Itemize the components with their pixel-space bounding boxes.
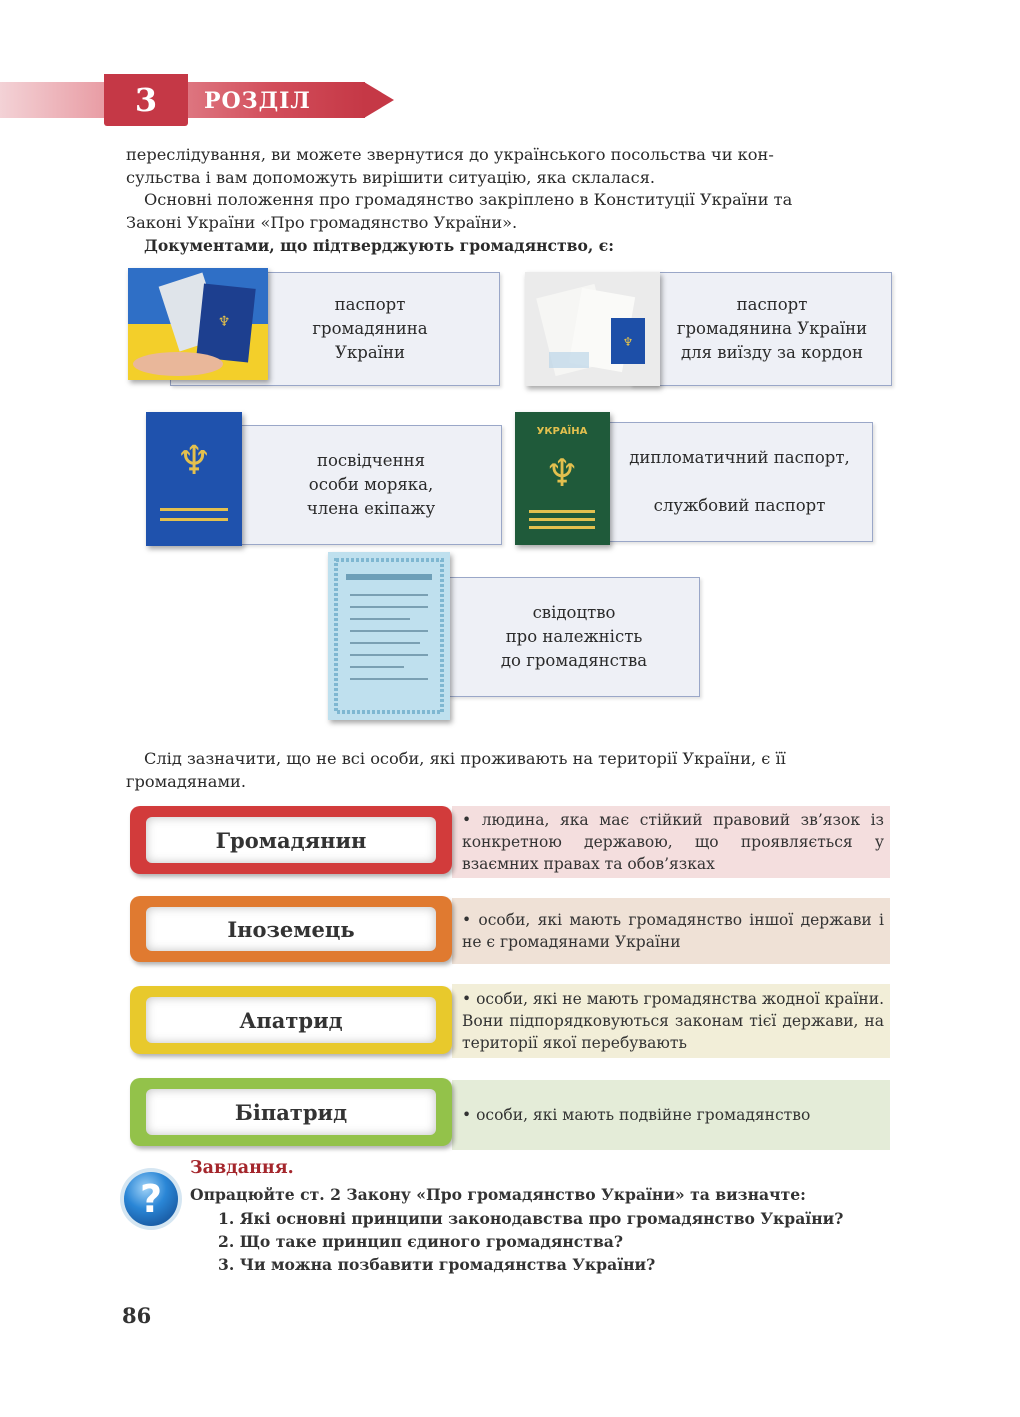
chapter-number: 3 (104, 74, 188, 126)
status-term: Іноземець (146, 907, 436, 951)
doc-line: члена екіпажу (306, 499, 436, 518)
task-title: Завдання. (190, 1158, 294, 1178)
chapter-banner (0, 74, 400, 124)
status-description-apatrid (452, 984, 890, 1058)
question-icon (118, 1166, 184, 1232)
doc-line: для виїзду за кордон (681, 343, 863, 362)
task-item-3: 3. Чи можна позбавити громадянства України? (218, 1255, 656, 1274)
doc-line: паспорт (736, 295, 808, 314)
doc-line: до громадянства (500, 651, 648, 670)
documents-heading-text: Документами, що підтверджують громадянство, є: (144, 236, 615, 255)
documents-heading (126, 235, 890, 258)
status-label-foreigner (130, 896, 452, 962)
status-description-foreigner (452, 898, 890, 964)
p1-line1: переслідування, ви можете звернутися до українського посольства чи кон- (126, 145, 774, 164)
citizenship-certificate-photo (328, 552, 450, 720)
doc-line: України (335, 343, 405, 362)
p2-line2: Законі України «Про громадянство України». (126, 212, 518, 232)
doc-line: свідоцтво (532, 603, 616, 622)
p2-line1: Основні положення про громадянство закріплено в Конституції України та (144, 190, 793, 209)
status-label-bipatrid (130, 1078, 452, 1146)
status-term: Громадянин (146, 817, 436, 863)
page-number: 86 (122, 1303, 152, 1328)
task-intro: Опрацюйте ст. 2 Закону «Про громадянство України» та визначте: (190, 1185, 806, 1204)
svg-text:?: ? (139, 1177, 163, 1221)
diplomatic-passport-photo (515, 412, 610, 545)
doc-line: про належність (505, 627, 643, 646)
p1-line2: сульства і вам допоможуть вирішити ситуацію, яка склалася. (126, 167, 656, 187)
task-item-2: 2. Що таке принцип єдиного громадянства? (218, 1232, 624, 1251)
paragraph-2 (126, 189, 890, 234)
note-line2: громадянами. (126, 771, 246, 791)
status-term: Апатрид (146, 997, 436, 1043)
document-card-text (448, 577, 700, 697)
status-label-apatrid (130, 986, 452, 1054)
status-desc-text: • людина, яка має стійкий правовий зв’язок із конкретною державою, що проявляється у взаємних правах та обов’язках (462, 811, 884, 873)
status-label-citizen (130, 806, 452, 874)
internal-passport-photo (128, 268, 268, 380)
note-line1: Слід зазначити, що не всі особи, які проживають на території України, є її (144, 749, 786, 768)
doc-line: громадянина (312, 319, 428, 338)
document-card-text (240, 425, 502, 545)
document-card-text (606, 422, 873, 542)
document-card-text (630, 272, 892, 386)
banner-arrow (364, 82, 394, 118)
paragraph-1 (126, 144, 890, 189)
svg-text:♆: ♆ (622, 335, 634, 349)
doc-line: громадянина України (676, 319, 868, 338)
status-term: Біпатрид (146, 1089, 436, 1135)
note-paragraph (126, 748, 890, 793)
status-desc-text: • особи, які не мають громадянства жодної країни. Вони підпорядковуються законам тієї держави, на території якої перебувають (462, 990, 884, 1052)
doc-line: паспорт (334, 295, 406, 314)
svg-text:♆: ♆ (217, 314, 231, 330)
task-item-1: 1. Які основні принципи законодавства про громадянство України? (218, 1209, 844, 1228)
status-description-citizen (452, 806, 890, 878)
svg-text:УКРАЇНА: УКРАЇНА (536, 426, 588, 437)
foreign-passport-photo (525, 272, 660, 386)
seaman-id-photo (146, 412, 242, 546)
status-description-bipatrid (452, 1080, 890, 1150)
chapter-label: РОЗДІЛ (204, 88, 311, 114)
doc-line: посвідчення (317, 451, 425, 470)
status-desc-text: • особи, які мають громадянство іншої держави і не є громадянами України (462, 911, 884, 951)
status-desc-text: • особи, які мають подвійне громадянство (462, 1106, 811, 1124)
doc-line: особи моряка, (308, 475, 434, 494)
svg-text:♆: ♆ (176, 438, 212, 484)
svg-text:♆: ♆ (544, 451, 580, 495)
doc-line: дипломатичний паспорт, (629, 448, 850, 467)
doc-line: службовий паспорт (653, 496, 826, 515)
